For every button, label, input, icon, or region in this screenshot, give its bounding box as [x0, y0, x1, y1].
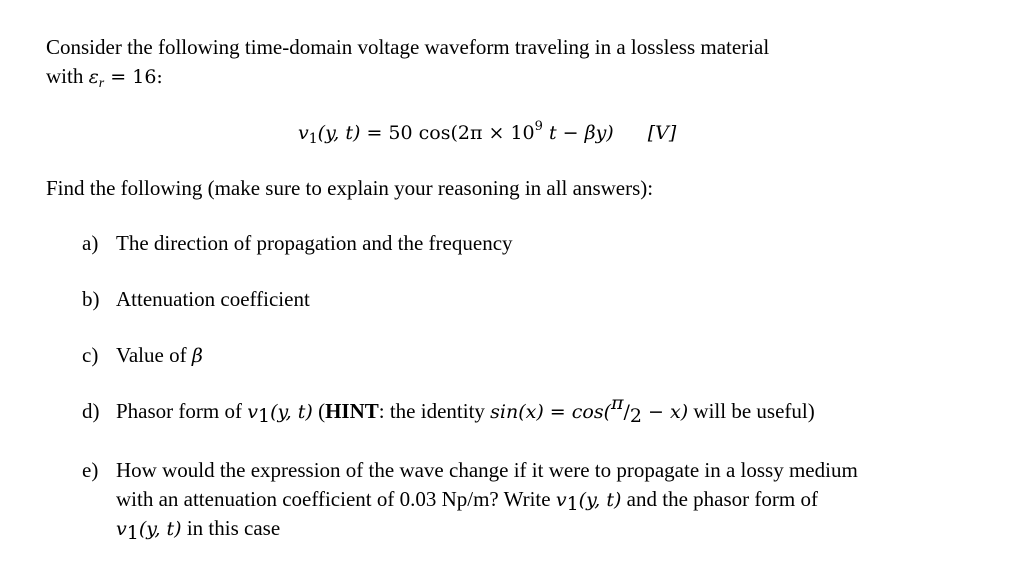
identity-lhs: sin(x) = cos( [490, 401, 612, 423]
question-e-v: v [555, 489, 567, 511]
identity-rhs: − x) [642, 401, 689, 423]
intro-line-1: Consider the following time-domain voltage waveform traveling in a lossless material [46, 35, 770, 59]
epsilon-symbol: ε [88, 66, 99, 88]
question-e-text-3: in this case [181, 516, 281, 540]
question-e-text-2b: and the phasor form of [621, 487, 818, 511]
identity-two: 2 [629, 405, 643, 427]
question-e-v2-sub: 1 [126, 522, 139, 544]
question-e-text-1: How would the expression of the wave change if it were to propagate in a lossy medium [116, 458, 858, 482]
question-e-line-1 [82, 457, 858, 483]
eq-v: v [298, 122, 309, 144]
question-c [82, 342, 203, 369]
question-a-text: The direction of propagation and the frequency [116, 231, 513, 255]
question-e-v-args: (y, t) [578, 489, 622, 511]
identity-slash: / [623, 401, 630, 423]
question-c-label: c) [82, 343, 99, 367]
question-d-v-args: (y, t) [270, 401, 313, 423]
question-d-v-sub: 1 [257, 405, 271, 427]
voltage-equation [298, 120, 676, 146]
question-a [82, 230, 513, 256]
hint-open: ( [312, 399, 326, 423]
instructions: Find the following (make sure to explain your reasoning in all answers): [46, 176, 654, 200]
eq-rest: t − βy) [542, 122, 614, 144]
epsilon-value: = 16: [104, 66, 163, 88]
epsilon-subscript: r [98, 76, 105, 91]
question-c-text: Value of [116, 343, 192, 367]
question-e-v-sub: 1 [566, 493, 579, 515]
question-d-prefix: Phasor form of [116, 399, 248, 423]
eq-args: (y, t) [317, 122, 361, 144]
question-e-label: e) [82, 458, 99, 482]
question-e-line-2 [116, 486, 818, 513]
hint-bold: HINT [325, 399, 379, 423]
eq-middle: = 50 cos(2π × 10 [360, 122, 535, 144]
eq-v-sub: 1 [308, 131, 318, 147]
question-d-v: v [247, 401, 258, 423]
beta-symbol: β [191, 345, 203, 367]
hint-tail: will be useful) [688, 399, 815, 423]
intro-line-2 [46, 63, 163, 90]
eq-exponent: 9 [534, 119, 543, 134]
question-b-label: b) [82, 287, 100, 311]
identity-pi: π [611, 392, 624, 414]
eq-unit: [V] [647, 122, 677, 144]
question-e-text-2: with an attenuation coefficient of 0.03 Np/m? Write [116, 487, 556, 511]
intro-with-text: with [46, 64, 89, 88]
question-b [82, 286, 310, 312]
question-d [82, 392, 815, 427]
question-b-text: Attenuation coefficient [116, 287, 310, 311]
question-a-label: a) [82, 231, 99, 255]
question-d-label: d) [82, 399, 100, 423]
question-e-v2-args: (y, t) [138, 518, 182, 540]
hint-text: : the identity [378, 399, 491, 423]
question-e-line-3 [116, 515, 280, 542]
question-e-v2: v [116, 518, 127, 540]
